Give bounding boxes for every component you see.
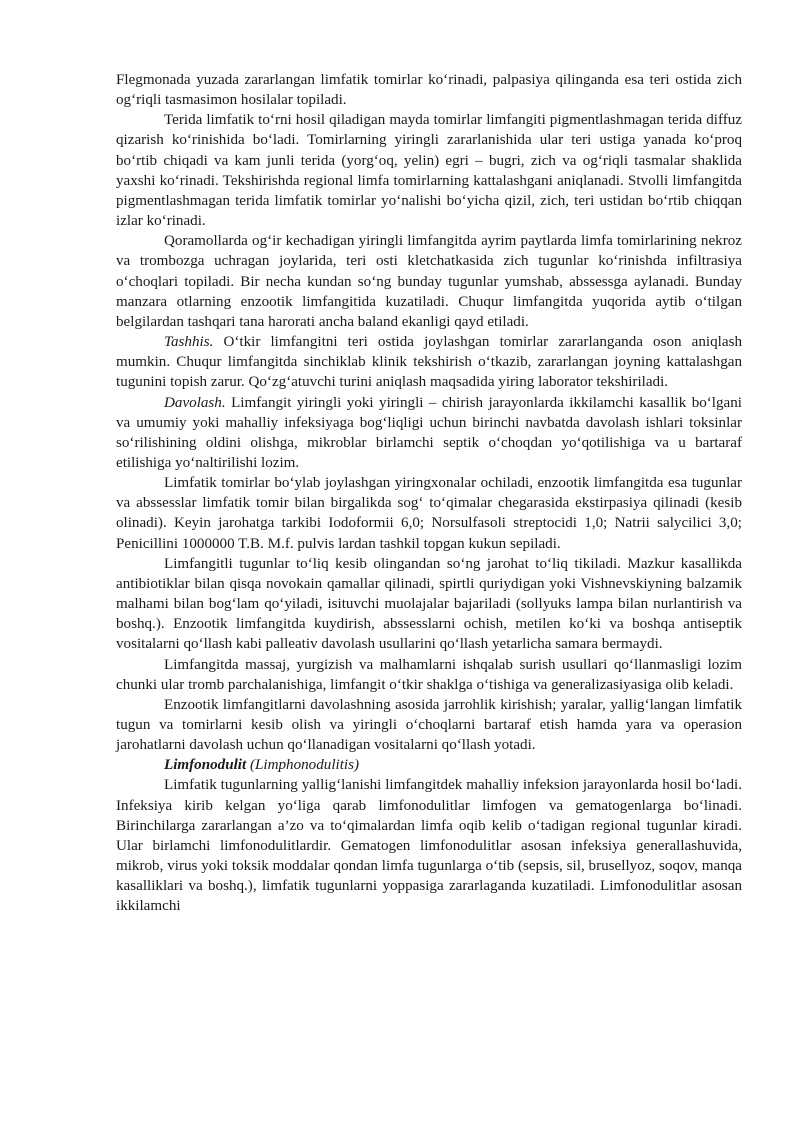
section-heading xyxy=(116,755,742,775)
heading-latin: (Limphonodulitis) xyxy=(246,757,359,774)
paragraph-limfonodulit: Limfatik tugunlarning yallig‘lanishi limfangitdek mahalliy infeksion jarayonlarda hosil bo‘ladi. Infeksiya kirib kelgan yo‘liga qarab limfonodulitlar limfogen va gematogenlarga bo‘linadi. Birinchilarga zararlangan a’zo va to‘qimalardan limfa oqib kelib o‘tadigan regional tugunlar kiradi. Ular birlamchi limfonodulitlardir. Gematogen limfonodulitlar asosan infeksiya generallashuvida, mikrob, virus yoki toksik moddalar qondan limfa tugunlarga o‘tib (sepsis, sil, brusellyoz, soqov, manqa kasalliklari va boshq.), limfatik tugunlarni yoppasiga zararlaganda kuzatiladi. Limfonodulitlar asosan ikkilamchi xyxy=(116,777,742,915)
paragraph-6: Limfatik tomirlar bo‘ylab joylashgan yiringxonalar ochiladi, enzootik limfangitda esa tugunlar va abssesslar limfatik tomir bilan birgalikda sog‘ to‘qimalar chegarasida ekstirpasiya qilinadi (kesib olinadi). Keyin jarohatga tarkibi Iodoformii 6,0; Norsulfasoli streptocidi 1,0; Natrii salycilici 3,0; Penicillini 1000000 T.B. M.f. pulvis lardan tashkil topgan kukun sepiladi. xyxy=(116,475,742,552)
paragraph-davolash: Davolash. Limfangit yiringli yoki yiringli – chirish jarayonlarda ikkilamchi kasallik bo‘lgani va umumiy yoki mahalliy infeksiyaga bog‘liqligi uchun birinchi navbatda davolash ishlari toksinlar so‘rilishining oldini olishga, mikroblar birlamchi septik o‘choqdan yo‘qotilishiga va u bartaraf etilishiga yo‘naltirilishi lozim. xyxy=(116,394,742,471)
paragraph-2: Terida limfatik to‘rni hosil qiladigan mayda tomirlar limfangiti pigmentlashmagan terida diffuz qizarish ko‘rinishida bo‘ladi. Tomirlarning yiringli zararlanishida ular teri ustiga yanada ko‘proq bo‘rtib chiqadi va kam junli terida (yorg‘oq, yelin) egri – bugri, zich va og‘riqli tasmalar shaklida yaxshi ko‘rinadi. Tekshirishda regional limfa tomirlarning kattalashgani aniqlanadi. Stvolli limfangitda pigmentlashmagan terida limfatik tomirlar yo‘nalishi bo‘yicha qizil, zich, teri ustidan bo‘rtib chiqqan izlar ko‘rinadi. xyxy=(116,112,742,230)
paragraph-8: Limfangitda massaj, yurgizish va malhamlarni ishqalab surish usullari qo‘llanmasligi lozim chunki ular tromb parchalanishiga, limfangit o‘tkir shaklga o‘tishiga va generalizasiyasiga olib keladi. xyxy=(116,656,742,693)
paragraph-1: Flegmonada yuzada zararlangan limfatik tomirlar ko‘rinadi, palpasiya qilinganda esa teri ostida zich og‘riqli tasmasimon hosilalar topiladi. xyxy=(116,72,742,109)
davolash-lead: Davolash. xyxy=(164,394,226,411)
paragraph-3: Qoramollarda og‘ir kechadigan yiringli limfangitda ayrim paytlarda limfa tomirlarining nekroz va trombozga uchragan joylarida, teri osti kletchatkasida zich tugunlar ko‘rinishda infiltrasiya o‘choqlari topiladi. Bir necha kundan so‘ng bunday tugunlar yumshab, abssessga aylanadi. Bunday manzara otlarning enzootik limfangitida kuzatiladi. Chuqur limfangitda yuqorida aytib o‘tilgan belgilardan tashqari tana harorati ancha baland ekanligi qayd etiladi. xyxy=(116,233,742,330)
heading-title: Limfonodulit xyxy=(164,757,247,774)
tashhis-lead: Tashhis. xyxy=(164,334,214,351)
paragraph-tashhis: Tashhis. O‘tkir limfangitni teri ostida joylashgan tomirlar zararlanganda oson aniqlash mumkin. Chuqur limfangitda sinchiklab klinik tekshirish o‘tkazib, zararlangan joyning kattalashgan tugunini topish zarur. Qo‘zg‘atuvchi turini aniqlash maqsadida yiring laborator tekshiriladi. xyxy=(116,334,742,391)
paragraph-7: Limfangitli tugunlar to‘liq kesib olingandan so‘ng jarohat to‘liq tikiladi. Mazkur kasallikda antibiotiklar bilan qisqa novokain qamallar qilinadi, spirtli quriydigan yoki Vishnevskiyning balzamik malhami bilan bog‘lam qo‘yiladi, isituvchi muolajalar bajariladi (sollyuks lampa bilan nurlantirish va boshq.). Enzootik limfangitda kuydirish, abssesslarni ochish, metilen ko‘ki va boshqa antiseptik vositalarni qo‘llash kabi palleativ davolash usullarini qo‘llash yetarlicha samara bermaydi. xyxy=(116,555,742,653)
paragraph-9: Enzootik limfangitlarni davolashning asosida jarrohlik kirishish; yaralar, yallig‘langan limfatik tugun va tomirlarni kesib olish va yiringli o‘choqlarni bartaraf etish hamda yara va operasion jarohatlarni davolash uchun qo‘llanadigan vositalarni qo‘llash yotadi. xyxy=(116,696,742,754)
